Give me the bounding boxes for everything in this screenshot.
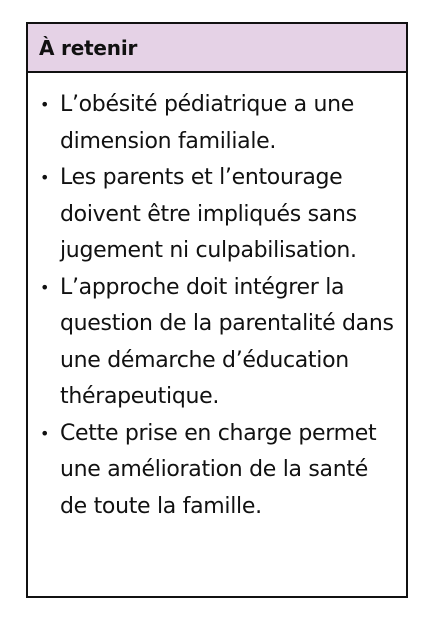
bullet-item (38, 416, 398, 526)
bullet-item (38, 160, 398, 270)
key-points-box (26, 22, 408, 598)
bullet-text: Les parents et l’entourage doivent être impliqués sans jugement ni culpabilisation. (60, 165, 357, 263)
bullet-item (38, 270, 398, 416)
box-title: À retenir (39, 35, 138, 60)
bullet-text: L’obésité pédiatrique a une dimension familiale. (60, 92, 355, 154)
bullet-item (38, 87, 398, 160)
bullet-text: Cette prise en charge permet une amélioration de la santé de toute la famille. (60, 420, 377, 519)
bullet-point-icon: • (40, 168, 50, 187)
bullet-list (38, 87, 398, 525)
bullet-point-icon: • (40, 95, 50, 114)
box-header (28, 24, 406, 73)
bullet-point-icon: • (40, 423, 50, 443)
box-body (28, 73, 406, 525)
bullet-point-icon: • (40, 277, 50, 297)
bullet-text: L’approche doit intégrer la question de la parentalité dans une démarche d’éducation thérapeutique. (60, 274, 394, 409)
